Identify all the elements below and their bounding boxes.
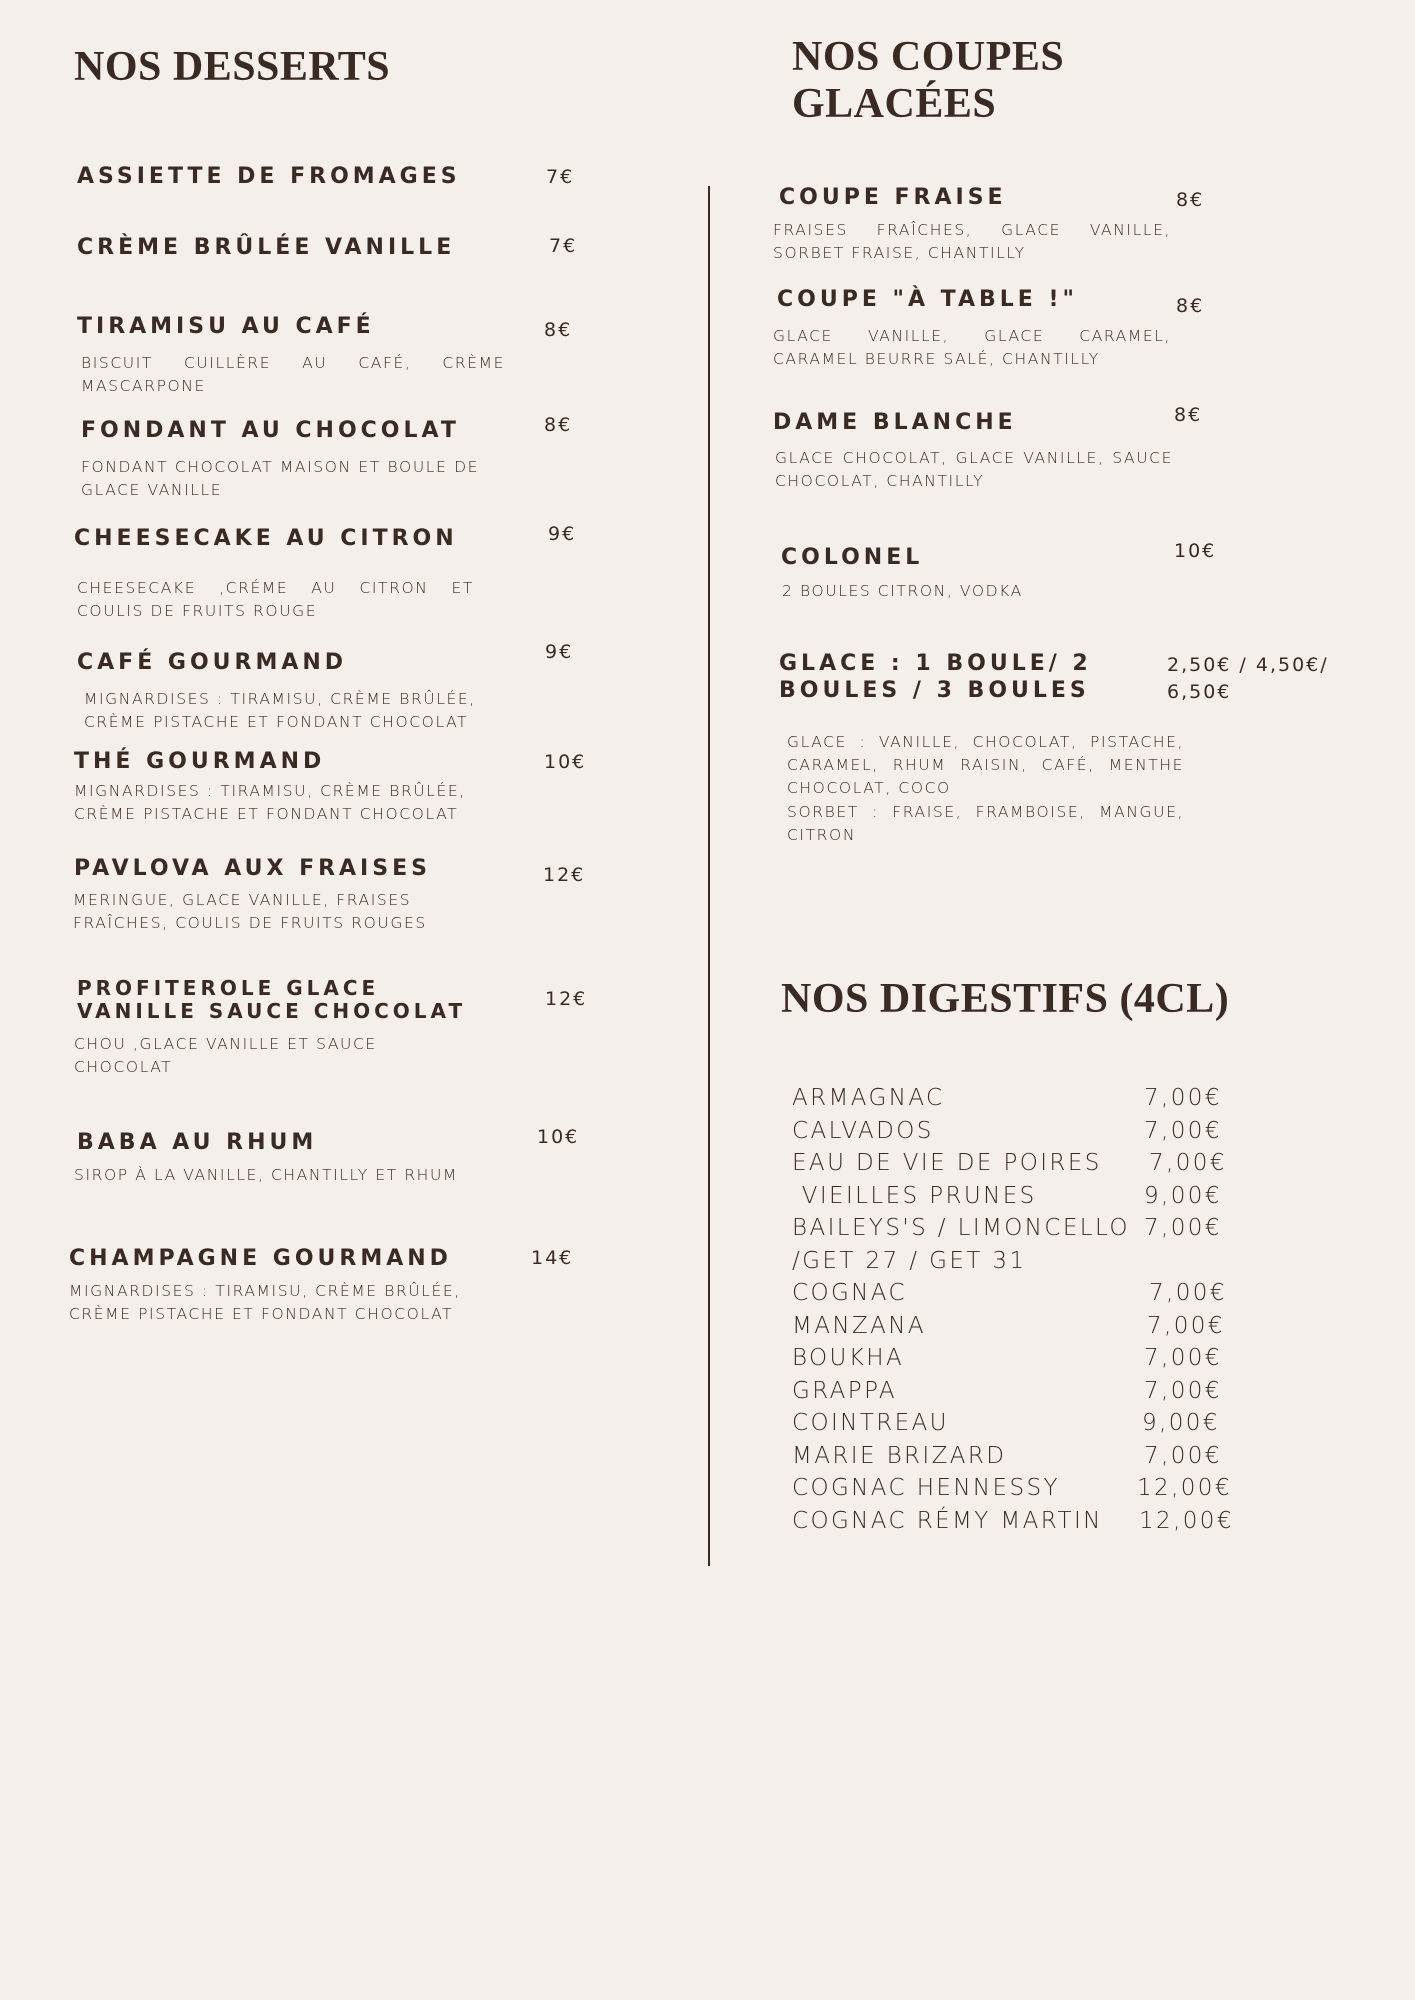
item-name: FONDANT AU CHOCOLAT bbox=[81, 418, 460, 443]
item-name: DAME BLANCHE bbox=[773, 410, 1017, 435]
digestifs-title: NOS DIGESTIFS (4CL) bbox=[781, 976, 1230, 1022]
menu-item-profiterole bbox=[77, 977, 497, 1023]
list-item bbox=[792, 1472, 1232, 1505]
menu-item-coupe-a-table bbox=[777, 287, 1078, 313]
item-name: CRÈME BRÛLÉE VANILLE bbox=[77, 235, 456, 260]
menu-item-champagne-gourmand bbox=[69, 1246, 452, 1272]
item-description: 2 BOULES CITRON, VODKA bbox=[782, 582, 1023, 600]
digestif-price: 7,00€ bbox=[1144, 1117, 1222, 1144]
item-description: MIGNARDISES : TIRAMISU, CRÈME BRÛLÉE, CRÈME PISTACHE ET FONDANT CHOCOLAT bbox=[74, 782, 466, 823]
item-price: 8€ bbox=[1174, 404, 1203, 426]
item-name: CHAMPAGNE GOURMAND bbox=[69, 1246, 452, 1271]
menu-item-pavlova bbox=[74, 856, 431, 882]
item-name: BABA AU RHUM bbox=[77, 1130, 318, 1155]
list-item bbox=[792, 1342, 1232, 1375]
item-price: 10€ bbox=[537, 1126, 580, 1148]
digestif-price: 7,00€ bbox=[1149, 1280, 1227, 1306]
digestif-price: 7,00€ bbox=[1144, 1215, 1222, 1241]
menu-item-coupe-fraise bbox=[779, 185, 1007, 211]
digestif-name: MANZANA bbox=[792, 1312, 927, 1339]
item-description: SIROP À LA VANILLE, CHANTILLY ET RHUM bbox=[74, 1166, 458, 1184]
menu-item-creme-brulee bbox=[77, 235, 455, 261]
digestif-name: GRAPPA bbox=[792, 1377, 898, 1404]
digestif-name: CALVADOS bbox=[792, 1117, 934, 1144]
item-name: GLACE : 1 BOULE/ 2 BOULES / 3 BOULES bbox=[779, 651, 1092, 703]
digestif-price: 7,00€ bbox=[1144, 1345, 1222, 1371]
menu-item-cafe-gourmand bbox=[77, 650, 347, 676]
menu-item-glace-boules bbox=[779, 650, 1139, 704]
item-price: 12€ bbox=[545, 988, 588, 1010]
item-description: FONDANT CHOCOLAT MAISON ET BOULE DE GLACE VANILLE bbox=[81, 458, 479, 499]
list-item bbox=[792, 1115, 1232, 1148]
item-description: FRAISES FRAÎCHES, GLACE VANILLE, SORBET FRAISE, CHANTILLY bbox=[773, 221, 1171, 262]
digestif-name: COGNAC HENNESSY bbox=[792, 1475, 1060, 1501]
list-item bbox=[792, 1407, 1232, 1440]
item-price: 7€ bbox=[549, 235, 578, 257]
digestif-price: 12,00€ bbox=[1139, 1507, 1234, 1534]
menu-item-tiramisu bbox=[77, 314, 375, 340]
item-price: 14€ bbox=[531, 1247, 574, 1269]
item-description: GLACE VANILLE, GLACE CARAMEL, CARAMEL BEURRE SALÉ, CHANTILLY bbox=[773, 327, 1171, 368]
menu-item-the-gourmand bbox=[74, 749, 325, 775]
item-description: MERINGUE, GLACE VANILLE, FRAISES FRAÎCHES, COULIS DE FRUITS ROUGES bbox=[73, 891, 427, 932]
item-price: 8€ bbox=[1176, 295, 1205, 317]
item-price: 9€ bbox=[545, 641, 574, 663]
list-item bbox=[792, 1180, 1232, 1213]
item-name: ASSIETTE DE FROMAGES bbox=[77, 164, 461, 189]
item-name: COUPE FRAISE bbox=[779, 185, 1007, 210]
digestif-price: 9,00€ bbox=[1144, 1182, 1222, 1209]
item-price: 2,50€ / 4,50€/ 6,50€ bbox=[1167, 654, 1329, 703]
list-item bbox=[792, 1245, 1232, 1278]
item-price: 7€ bbox=[546, 166, 575, 188]
item-description: GLACE CHOCOLAT, GLACE VANILLE, SAUCE CHOCOLAT, CHANTILLY bbox=[775, 449, 1173, 490]
desserts-title: NOS DESSERTS bbox=[74, 44, 391, 90]
digestif-price: 7,00€ bbox=[1149, 1150, 1227, 1176]
digestif-price: 7,00€ bbox=[1144, 1377, 1222, 1404]
item-name: TIRAMISU AU CAFÉ bbox=[77, 314, 375, 339]
item-description: MIGNARDISES : TIRAMISU, CRÈME BRÛLÉE, CRÈME PISTACHE ET FONDANT CHOCOLAT bbox=[84, 690, 476, 731]
item-name: PROFITEROLE GLACE VANILLE SAUCE CHOCOLAT bbox=[77, 976, 467, 1023]
item-name: CHEESECAKE AU CITRON bbox=[74, 526, 458, 551]
item-price: 8€ bbox=[1176, 189, 1205, 211]
item-name: THÉ GOURMAND bbox=[74, 749, 326, 774]
item-price: 12€ bbox=[543, 864, 586, 886]
menu-item-cheesecake bbox=[74, 526, 458, 552]
item-description: BISCUIT CUILLÈRE AU CAFÉ, CRÈME MASCARPONE bbox=[81, 354, 505, 395]
list-item bbox=[792, 1212, 1232, 1245]
item-name: COLONEL bbox=[781, 545, 924, 570]
list-item bbox=[792, 1147, 1232, 1180]
item-description: GLACE : VANILLE, CHOCOLAT, PISTACHE, CARAMEL, RHUM RAISIN, CAFÉ, MENTHE CHOCOLAT, COCO bbox=[787, 733, 1184, 797]
item-description: CHOU ,GLACE VANILLE ET SAUCE CHOCOLAT bbox=[74, 1035, 377, 1076]
item-price: 10€ bbox=[1174, 540, 1217, 562]
list-item bbox=[792, 1277, 1232, 1310]
digestif-name: COGNAC RÉMY MARTIN bbox=[792, 1507, 1103, 1534]
item-name: PAVLOVA AUX FRAISES bbox=[74, 856, 431, 881]
digestif-price: 7,00€ bbox=[1147, 1312, 1225, 1339]
menu-item-fondant bbox=[81, 418, 460, 444]
item-price: 10€ bbox=[544, 751, 587, 773]
item-name: CAFÉ GOURMAND bbox=[77, 650, 348, 675]
coupes-title: NOS COUPES GLACÉES bbox=[792, 34, 1065, 127]
item-description: MIGNARDISES : TIRAMISU, CRÈME BRÛLÉE, CRÈME PISTACHE ET FONDANT CHOCOLAT bbox=[69, 1282, 461, 1323]
digestif-name: BAILEYS'S / LIMONCELLO bbox=[792, 1215, 1130, 1241]
item-price: 8€ bbox=[544, 319, 573, 341]
item-price: 9€ bbox=[548, 523, 577, 545]
digestif-name: EAU DE VIE DE POIRES bbox=[792, 1150, 1102, 1176]
digestif-price: 12,00€ bbox=[1137, 1475, 1232, 1501]
menu-item-assiette-de-fromages bbox=[77, 164, 461, 190]
menu-item-baba-au-rhum bbox=[77, 1130, 317, 1156]
list-item bbox=[792, 1505, 1232, 1538]
digestifs-list bbox=[792, 1082, 1232, 1537]
item-name: COUPE "À TABLE !" bbox=[777, 287, 1078, 312]
digestif-price: 7,00€ bbox=[1144, 1442, 1222, 1469]
list-item bbox=[792, 1082, 1232, 1115]
digestif-name: BOUKHA bbox=[792, 1345, 905, 1371]
menu-item-dame-blanche bbox=[773, 410, 1017, 436]
item-description-sorbet: SORBET : FRAISE, FRAMBOISE, MANGUE, CITRON bbox=[787, 803, 1184, 844]
digestif-name: COGNAC bbox=[792, 1280, 907, 1306]
column-divider bbox=[708, 186, 710, 1566]
digestif-price: 9,00€ bbox=[1142, 1410, 1220, 1436]
digestif-name: ARMAGNAC bbox=[792, 1085, 945, 1111]
list-item bbox=[792, 1440, 1232, 1473]
item-description: CHEESECAKE ,CRÉME AU CITRON ET COULIS DE FRUITS ROUGE bbox=[77, 579, 474, 620]
menu-item-colonel bbox=[781, 545, 923, 571]
digestif-name: VIEILLES PRUNES bbox=[792, 1182, 1037, 1209]
digestif-name: COINTREAU bbox=[792, 1410, 949, 1436]
item-price: 8€ bbox=[544, 414, 573, 436]
digestif-name: MARIE BRIZARD bbox=[792, 1442, 1007, 1469]
digestif-price: 7,00€ bbox=[1144, 1085, 1222, 1111]
list-item bbox=[792, 1310, 1232, 1343]
list-item bbox=[792, 1375, 1232, 1408]
digestif-name: /GET 27 / GET 31 bbox=[792, 1247, 1027, 1274]
